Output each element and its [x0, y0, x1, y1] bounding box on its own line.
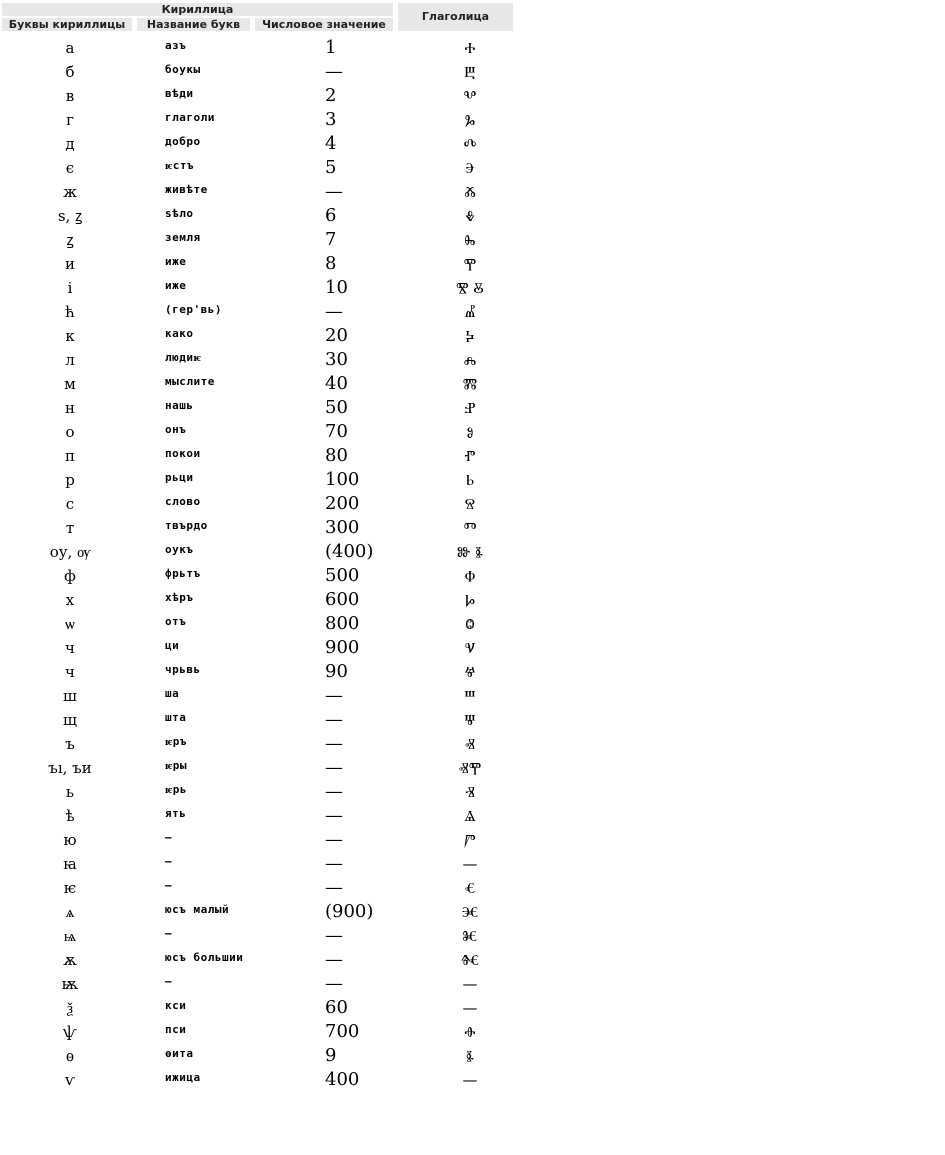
table-row [0, 228, 520, 252]
letter-name: хѣръ [165, 591, 194, 604]
table-row [0, 396, 520, 420]
glagolitic-letter: Ⱑ [464, 807, 476, 825]
numeric-value: (400) [325, 541, 374, 562]
cyrillic-letter: ѭ [61, 975, 79, 993]
glagolitic-letter: Ⰶ [464, 183, 476, 201]
letter-name: мыслите [165, 375, 215, 388]
numeric-value: 3 [325, 109, 337, 130]
letter-name: фрьтъ [165, 567, 201, 580]
cyrillic-letter: ѩ [63, 927, 77, 945]
cyrillic-letter: ѕ, ꙁ [57, 207, 83, 225]
letter-name: покои [165, 447, 201, 460]
table-row [0, 1044, 520, 1068]
table-row [0, 204, 520, 228]
cyrillic-letter: х [65, 591, 75, 609]
glagolitic-letter: Ⱗ [461, 903, 479, 921]
numeric-value: — [325, 757, 343, 778]
glagolitic-letter: Ⱐ [465, 783, 475, 801]
header-names: Название букв [137, 18, 250, 31]
cyrillic-letter: ѵ [64, 1071, 76, 1089]
cyrillic-letter: ю [63, 831, 77, 849]
header-cyrillic: Кириллица [2, 3, 393, 16]
numeric-value: — [325, 301, 343, 322]
table-row [0, 108, 520, 132]
cyrillic-letter: є [65, 159, 75, 177]
letter-name: — [165, 831, 173, 844]
glagolitic-letter: Ⱋ [464, 711, 476, 729]
numeric-value: 4 [325, 133, 337, 154]
cyrillic-letter: ћ [65, 303, 75, 321]
numeric-value: — [325, 925, 343, 946]
table-row [0, 708, 520, 732]
letter-name: отъ [165, 615, 187, 628]
numeric-value: 100 [325, 469, 360, 490]
glagolitic-letter: — [462, 1071, 478, 1089]
table-row [0, 324, 520, 348]
letter-name: — [165, 879, 173, 892]
table-row [0, 84, 520, 108]
table-row [0, 276, 520, 300]
letter-name: шта [165, 711, 187, 724]
cyrillic-letter: ъ [65, 735, 75, 753]
table-row [0, 540, 520, 564]
letter-name: — [165, 855, 173, 868]
table-row [0, 804, 520, 828]
table-row [0, 852, 520, 876]
numeric-value: — [325, 61, 343, 82]
letter-name: глаголи [165, 111, 215, 124]
cyrillic-letter: ж [63, 183, 77, 201]
cyrillic-letter: ꙗ [63, 855, 77, 873]
table-row [0, 156, 520, 180]
table-row [0, 972, 520, 996]
cyrillic-letter: ь [65, 783, 75, 801]
glagolitic-letter: Ⱅ [463, 519, 477, 537]
letter-name: како [165, 327, 194, 340]
header-values: Числовое значение [255, 18, 393, 31]
numeric-value: — [325, 853, 343, 874]
cyrillic-letter: с [65, 495, 75, 513]
letter-name: азъ [165, 39, 187, 52]
glagolitic-letter: Ⰿ [462, 375, 478, 393]
glagolitic-letter: Ⱚ [464, 1023, 476, 1041]
table-row [0, 1020, 520, 1044]
header-glagolitic: Глаголица [398, 3, 513, 31]
table-row [0, 372, 520, 396]
cyrillic-letter: г [66, 111, 74, 129]
table-row [0, 348, 520, 372]
letter-name: оукъ [165, 543, 194, 556]
letter-name: юсъ большии [165, 951, 244, 964]
numeric-value: 80 [325, 445, 348, 466]
table-row [0, 876, 520, 900]
cyrillic-letter: р [65, 471, 75, 489]
numeric-value: — [325, 973, 343, 994]
glagolitic-letter: Ⱓ [464, 831, 476, 849]
cyrillic-letter: ш [63, 687, 77, 705]
cyrillic-letter: ѧ [65, 903, 75, 921]
glagolitic-letter: Ⰱ [464, 63, 476, 81]
glagolitic-letter: Ⱃ [465, 471, 475, 489]
table-row [0, 1068, 520, 1092]
header-letters: Буквы кириллицы [2, 18, 132, 31]
letter-name: кси [165, 999, 187, 1012]
glagolitic-letter: Ⱎ [464, 687, 476, 705]
numeric-value: 30 [325, 349, 348, 370]
numeric-value: 8 [325, 253, 337, 274]
letter-name: ѕѣло [165, 207, 194, 220]
numeric-value: 20 [325, 325, 348, 346]
letter-name: ѥръ [165, 735, 188, 748]
numeric-value: 400 [325, 1069, 360, 1090]
glagolitic-letter: Ⰹ [463, 255, 477, 273]
cyrillic-letter: ч [65, 639, 75, 657]
cyrillic-letter: ꙁ [66, 231, 74, 249]
numeric-value: — [325, 181, 343, 202]
letter-name: пси [165, 1023, 187, 1036]
numeric-value: 200 [325, 493, 360, 514]
numeric-value: 90 [325, 661, 348, 682]
letter-name: ша [165, 687, 180, 700]
table-row [0, 444, 520, 468]
numeric-value: — [325, 781, 343, 802]
letter-name: твърдо [165, 519, 208, 532]
letter-name: иже [165, 255, 187, 268]
numeric-value: 5 [325, 157, 337, 178]
numeric-value: 40 [325, 373, 348, 394]
glagolitic-letter: Ⱛ [466, 1047, 474, 1065]
cyrillic-letter: о [65, 423, 75, 441]
cyrillic-letter: т [65, 519, 75, 537]
cyrillic-letter: ѳ [65, 1047, 75, 1065]
glagolitic-letter: Ⰲ [463, 87, 477, 105]
cyrillic-letter: л [65, 351, 75, 369]
glagolitic-letter: Ⱆ Ⱛ [457, 543, 483, 561]
glagolitic-letter: Ⰸ [464, 231, 476, 249]
numeric-value: — [325, 733, 343, 754]
cyrillic-letter: ч [65, 663, 75, 681]
letter-name: юсъ малый [165, 903, 230, 916]
table-row [0, 468, 520, 492]
letter-name: слово [165, 495, 201, 508]
numeric-value: 600 [325, 589, 360, 610]
table-row [0, 996, 520, 1020]
numeric-value: 500 [325, 565, 360, 586]
numeric-value: 700 [325, 1021, 360, 1042]
glagolitic-letter: Ⰴ [463, 135, 477, 153]
letter-name: чрьвь [165, 663, 201, 676]
numeric-value: 1 [325, 37, 337, 58]
cyrillic-letter: м [64, 375, 76, 393]
cyrillic-letter: в [65, 87, 75, 105]
table-row [0, 180, 520, 204]
glagolitic-letter: Ⱂ [464, 447, 476, 465]
numeric-value: — [325, 877, 343, 898]
cyrillic-letter: ѯ [67, 999, 73, 1017]
table-row [0, 492, 520, 516]
glagolitic-letter: Ⰾ [463, 351, 477, 369]
glagolitic-letter: Ⱀ [464, 399, 476, 417]
glagolitic-letter: — [462, 855, 478, 873]
letter-name: вѣди [165, 87, 194, 100]
cyrillic-letter: оу, ѹ [49, 543, 91, 561]
letter-name: — [165, 927, 173, 940]
table-row [0, 612, 520, 636]
letter-name: ижица [165, 1071, 201, 1084]
numeric-value: 2 [325, 85, 337, 106]
cyrillic-letter: к [65, 327, 75, 345]
glagolitic-letter: Ⱇ [464, 567, 476, 585]
table-row [0, 756, 520, 780]
numeric-value: — [325, 829, 343, 850]
numeric-value: 9 [325, 1045, 337, 1066]
glagolitic-letter: Ⰺ Ⰻ [456, 279, 484, 297]
letter-name: онъ [165, 423, 187, 436]
letter-name: иже [165, 279, 187, 292]
numeric-value: 60 [325, 997, 348, 1018]
glagolitic-letter: Ⰽ [465, 327, 475, 345]
table-row [0, 564, 520, 588]
glagolitic-letter: Ⱔ [464, 879, 476, 897]
letter-name: боукы [165, 63, 201, 76]
cyrillic-letter: ѥ [63, 879, 77, 897]
numeric-value: — [325, 805, 343, 826]
table-row [0, 684, 520, 708]
table-row [0, 60, 520, 84]
letter-name: земля [165, 231, 201, 244]
numeric-value: 300 [325, 517, 360, 538]
table-row [0, 780, 520, 804]
table-row [0, 900, 520, 924]
glagolitic-letter: — [462, 999, 478, 1017]
glagolitic-letter: Ⰰ [464, 39, 476, 57]
table-row [0, 948, 520, 972]
cyrillic-letter: ф [64, 567, 76, 585]
table-row [0, 516, 520, 540]
glagolitic-letter: Ⰳ [464, 111, 476, 129]
glagolitic-letter: Ⱍ [464, 663, 476, 681]
numeric-value: 900 [325, 637, 360, 658]
numeric-value: 6 [325, 205, 337, 226]
glagolitic-letter: Ⱄ [464, 495, 476, 513]
cyrillic-letter: б [65, 63, 75, 81]
numeric-value: — [325, 685, 343, 706]
letter-name: ѥстъ [165, 159, 195, 172]
glagolitic-letter: Ⱌ [464, 639, 476, 657]
cyrillic-letter: д [65, 135, 75, 153]
table-row [0, 588, 520, 612]
glagolitic-letter: Ⱁ [466, 423, 474, 441]
glagolitic-letter: Ⱈ [464, 591, 476, 609]
glagolitic-letter: Ⱘ [462, 927, 478, 945]
glagolitic-letter: ⰟⰉ [458, 759, 482, 777]
letter-name: людиѥ [165, 351, 202, 364]
letter-name: рьци [165, 471, 194, 484]
letter-name: ци [165, 639, 180, 652]
numeric-value: 50 [325, 397, 348, 418]
cyrillic-letter: і [67, 279, 73, 297]
glagolitic-letter: Ⱏ [465, 735, 475, 753]
glagolitic-letter: Ⰼ [464, 303, 476, 321]
table-row [0, 828, 520, 852]
table-row [0, 36, 520, 60]
numeric-value: 10 [325, 277, 348, 298]
table-row [0, 732, 520, 756]
cyrillic-letter: ѣ [65, 807, 75, 825]
table-row [0, 660, 520, 684]
cyrillic-letter: и [65, 255, 75, 273]
table-row [0, 924, 520, 948]
letter-name: нашь [165, 399, 194, 412]
table-row [0, 636, 520, 660]
glagolitic-letter: Ⱉ [465, 615, 475, 633]
glagolitic-letter: Ⱙ [460, 951, 480, 969]
letter-name: — [165, 975, 173, 988]
glagolitic-letter: — [462, 975, 478, 993]
numeric-value: 70 [325, 421, 348, 442]
numeric-value: (900) [325, 901, 374, 922]
table-row [0, 420, 520, 444]
table-row [0, 132, 520, 156]
letter-name: ѳита [165, 1047, 194, 1060]
cyrillic-letter: ѫ [63, 951, 77, 969]
letter-name: живѣте [165, 183, 208, 196]
cyrillic-letter: щ [63, 711, 77, 729]
cyrillic-letter: н [65, 399, 75, 417]
numeric-value: — [325, 949, 343, 970]
letter-name: (гер'вь) [165, 303, 222, 316]
glagolitic-letter: Ⰷ [465, 207, 475, 225]
table-row [0, 300, 520, 324]
table-row [0, 252, 520, 276]
cyrillic-letter: п [65, 447, 75, 465]
cyrillic-letter: ъı, ъи [48, 759, 92, 777]
numeric-value: 7 [325, 229, 337, 250]
cyrillic-letter: а [65, 39, 75, 57]
numeric-value: 800 [325, 613, 360, 634]
numeric-value: — [325, 709, 343, 730]
letter-name: ѥры [165, 759, 188, 772]
cyrillic-letter: ѱ [63, 1023, 77, 1041]
glagolitic-letter: Ⰵ [465, 159, 475, 177]
letter-name: ѥрь [165, 783, 188, 796]
letter-name: ять [165, 807, 187, 820]
cyrillic-letter: ѡ [65, 615, 75, 633]
letter-name: добро [165, 135, 201, 148]
